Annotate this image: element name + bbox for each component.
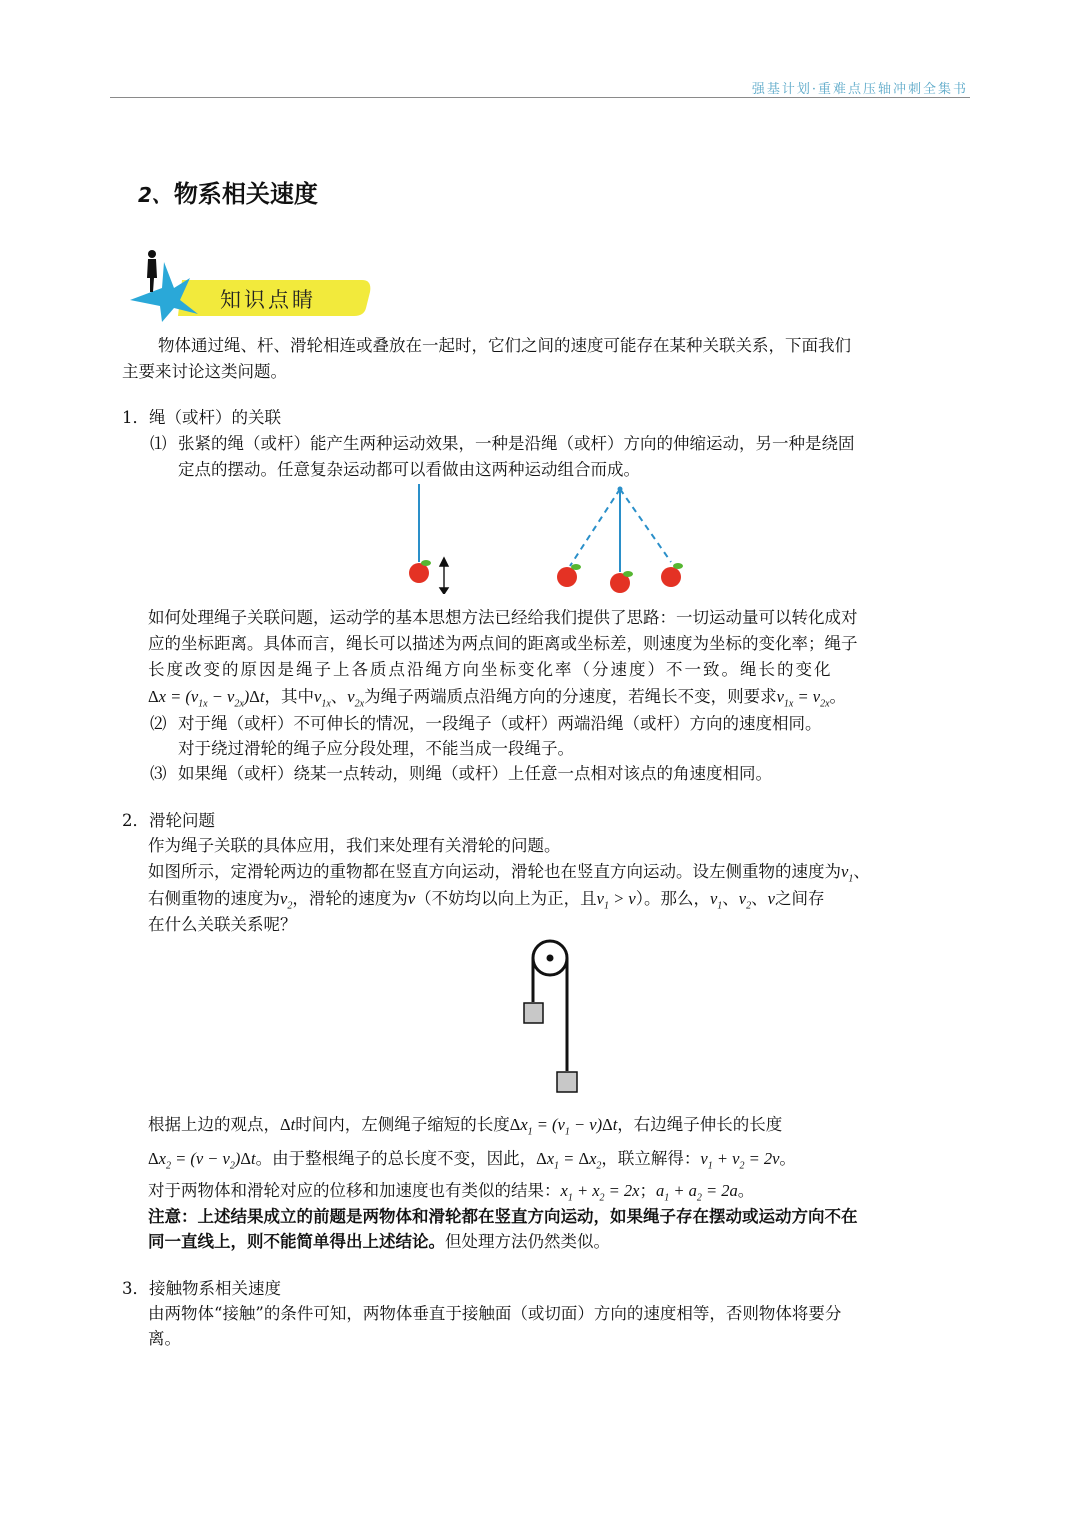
swinging-apple-left-icon [557,564,581,587]
left-weight-block [524,1003,543,1023]
pulley-after-line-2: $\Delta x_2 = (v - v_2)\Delta t$。由于整根绳子的总长度不变，因此，$\Delta x_1 = \Delta x_2$，联立解得：$v_1 + v_2 = 2v$。 [148,1149,796,1172]
rope-item2-line-1: 对于绳（或杆）不可伸长的情况，一段绳子（或杆）两端沿绳（或杆）方向的速度相同。 [178,714,822,733]
formula-rope-change: $\Delta x = (v_{1x} - v_{2x})\Delta t$ [148,687,265,710]
rope-item3-number: ⑶ [150,764,167,783]
pulley-figure [520,938,590,1098]
pulley-line-4: 在什么关联关系呢？ [148,915,297,934]
swinging-apple-middle-icon [610,571,633,593]
contact-line-2: 离。 [148,1329,181,1348]
pulley-after-line-1: 根据上边的观点，Δt时间内，左侧绳子缩短的长度$\Delta x_1 = (v_1 - v)\Delta t$，右边绳子伸长的长度 [148,1115,783,1138]
section-title-text: 物系相关速度 [173,180,318,208]
formula-equal-velocity: $v_{1x} = v_{2x}$ [776,687,830,710]
rope-item3-line-1: 如果绳（或杆）绕某一点转动，则绳（或杆）上任意一点相对该点的角速度相同。 [178,764,772,783]
intro-line-1: 物体通过绳、杆、滑轮相连或叠放在一起时，它们之间的速度可能存在某种关联关系，下面我们 [158,336,851,355]
banner-label: 知识点睛 [220,288,316,312]
intro-line-2: 主要来讨论这类问题。 [122,362,287,381]
double-arrow-icon [440,558,448,594]
formula-right-extend: $\Delta x_2 = (v - v_2)\Delta t$ [148,1149,256,1172]
rope-item1-number: ⑴ [150,434,167,453]
rope-para-line-2: 应的坐标距离。具体而言，绳长可以描述为两点间的距离或坐标差，则速度为坐标的变化率；绳子 [148,634,858,653]
pulley-line-1: 作为绳子关联的具体应用，我们来处理有关滑轮的问题。 [148,836,561,855]
rope-para-line-3: 长度改变的原因是绳子上各质点沿绳方向坐标变化率（分速度）不一致。绳长的变化 [148,660,833,679]
right-weight-block [557,1072,577,1092]
pulley-note-line-1: 注意：上述结果成立的前题是两物体和滑轮都在竖直方向运动，如果绳子存在摆动或运动方向不在 [148,1207,858,1226]
pulley-after-line-3: 对于两物体和滑轮对应的位移和加速度也有类似的结果：$x_1 + x_2 = 2x$；$a_1 + a_2 = 2a$。 [148,1181,755,1204]
rope-para-line-4: $\Delta x = (v_{1x} - v_{2x})\Delta t$，其中$v_{1x}$、$v_{2x}$为绳子两端质点沿绳方向的分速度，若绳长不变，则要求$v_{1x} = v_{2x}$。 [148,687,847,710]
rope-para-line-1: 如何处理绳子关联问题，运动学的基本思想方法已经给我们提供了思路：一切运动量可以转化成对 [148,608,858,627]
pulley-line-2: 如图所示，定滑轮两边的重物都在竖直方向运动，滑轮也在竖直方向运动。设左侧重物的速度为$v_1$、 [148,862,870,885]
contact-heading: 3．接触物系相关速度 [122,1279,281,1298]
rope-item2-number: ⑵ [150,714,167,733]
swinging-apple-right-icon [661,563,683,587]
contact-line-1: 由两物体“接触”的条件可知，两物体垂直于接触面（或切面）方向的速度相等，否则物体将要分 [148,1304,842,1323]
rope-item1-line-1: 张紧的绳（或杆）能产生两种运动效果，一种是沿绳（或杆）方向的伸缩运动，另一种是绕固 [178,434,855,453]
pulley-wheel-icon [533,941,567,975]
rope-heading: 1．绳（或杆）的关联 [122,408,281,427]
section-title [138,174,318,209]
pendulum-figure [395,482,695,594]
pulley-heading: 2．滑轮问题 [122,811,215,830]
formula-left-shorten: $\Delta x_1 = (v_1 - v)\Delta t$ [509,1115,618,1138]
hanging-apple-icon [409,560,431,583]
formula-velocity-result: $v_1 + v_2 = 2v$ [700,1149,780,1172]
header-divider [110,97,970,98]
rope-item1-line-2: 定点的摆动。任意复杂运动都可以看做由这两种运动组合而成。 [178,460,640,479]
person-silhouette-icon [147,250,157,292]
section-number: 2、 [138,183,172,207]
book-title: 强基计划·重难点压轴冲刺全集书 [751,82,968,97]
pulley-note-line-2: 同一直线上，则不能简单得出上述结论。但处理方法仍然类似。 [148,1232,610,1251]
rope-item2-line-2: 对于绕过滑轮的绳子应分段处理，不能当成一段绳子。 [178,739,574,758]
pulley-line-3: 右侧重物的速度为$v_2$，滑轮的速度为v（不妨均以向上为正，且$v_1 > v$）。那么，$v_1$、$v_2$、v之间存 [148,889,825,912]
